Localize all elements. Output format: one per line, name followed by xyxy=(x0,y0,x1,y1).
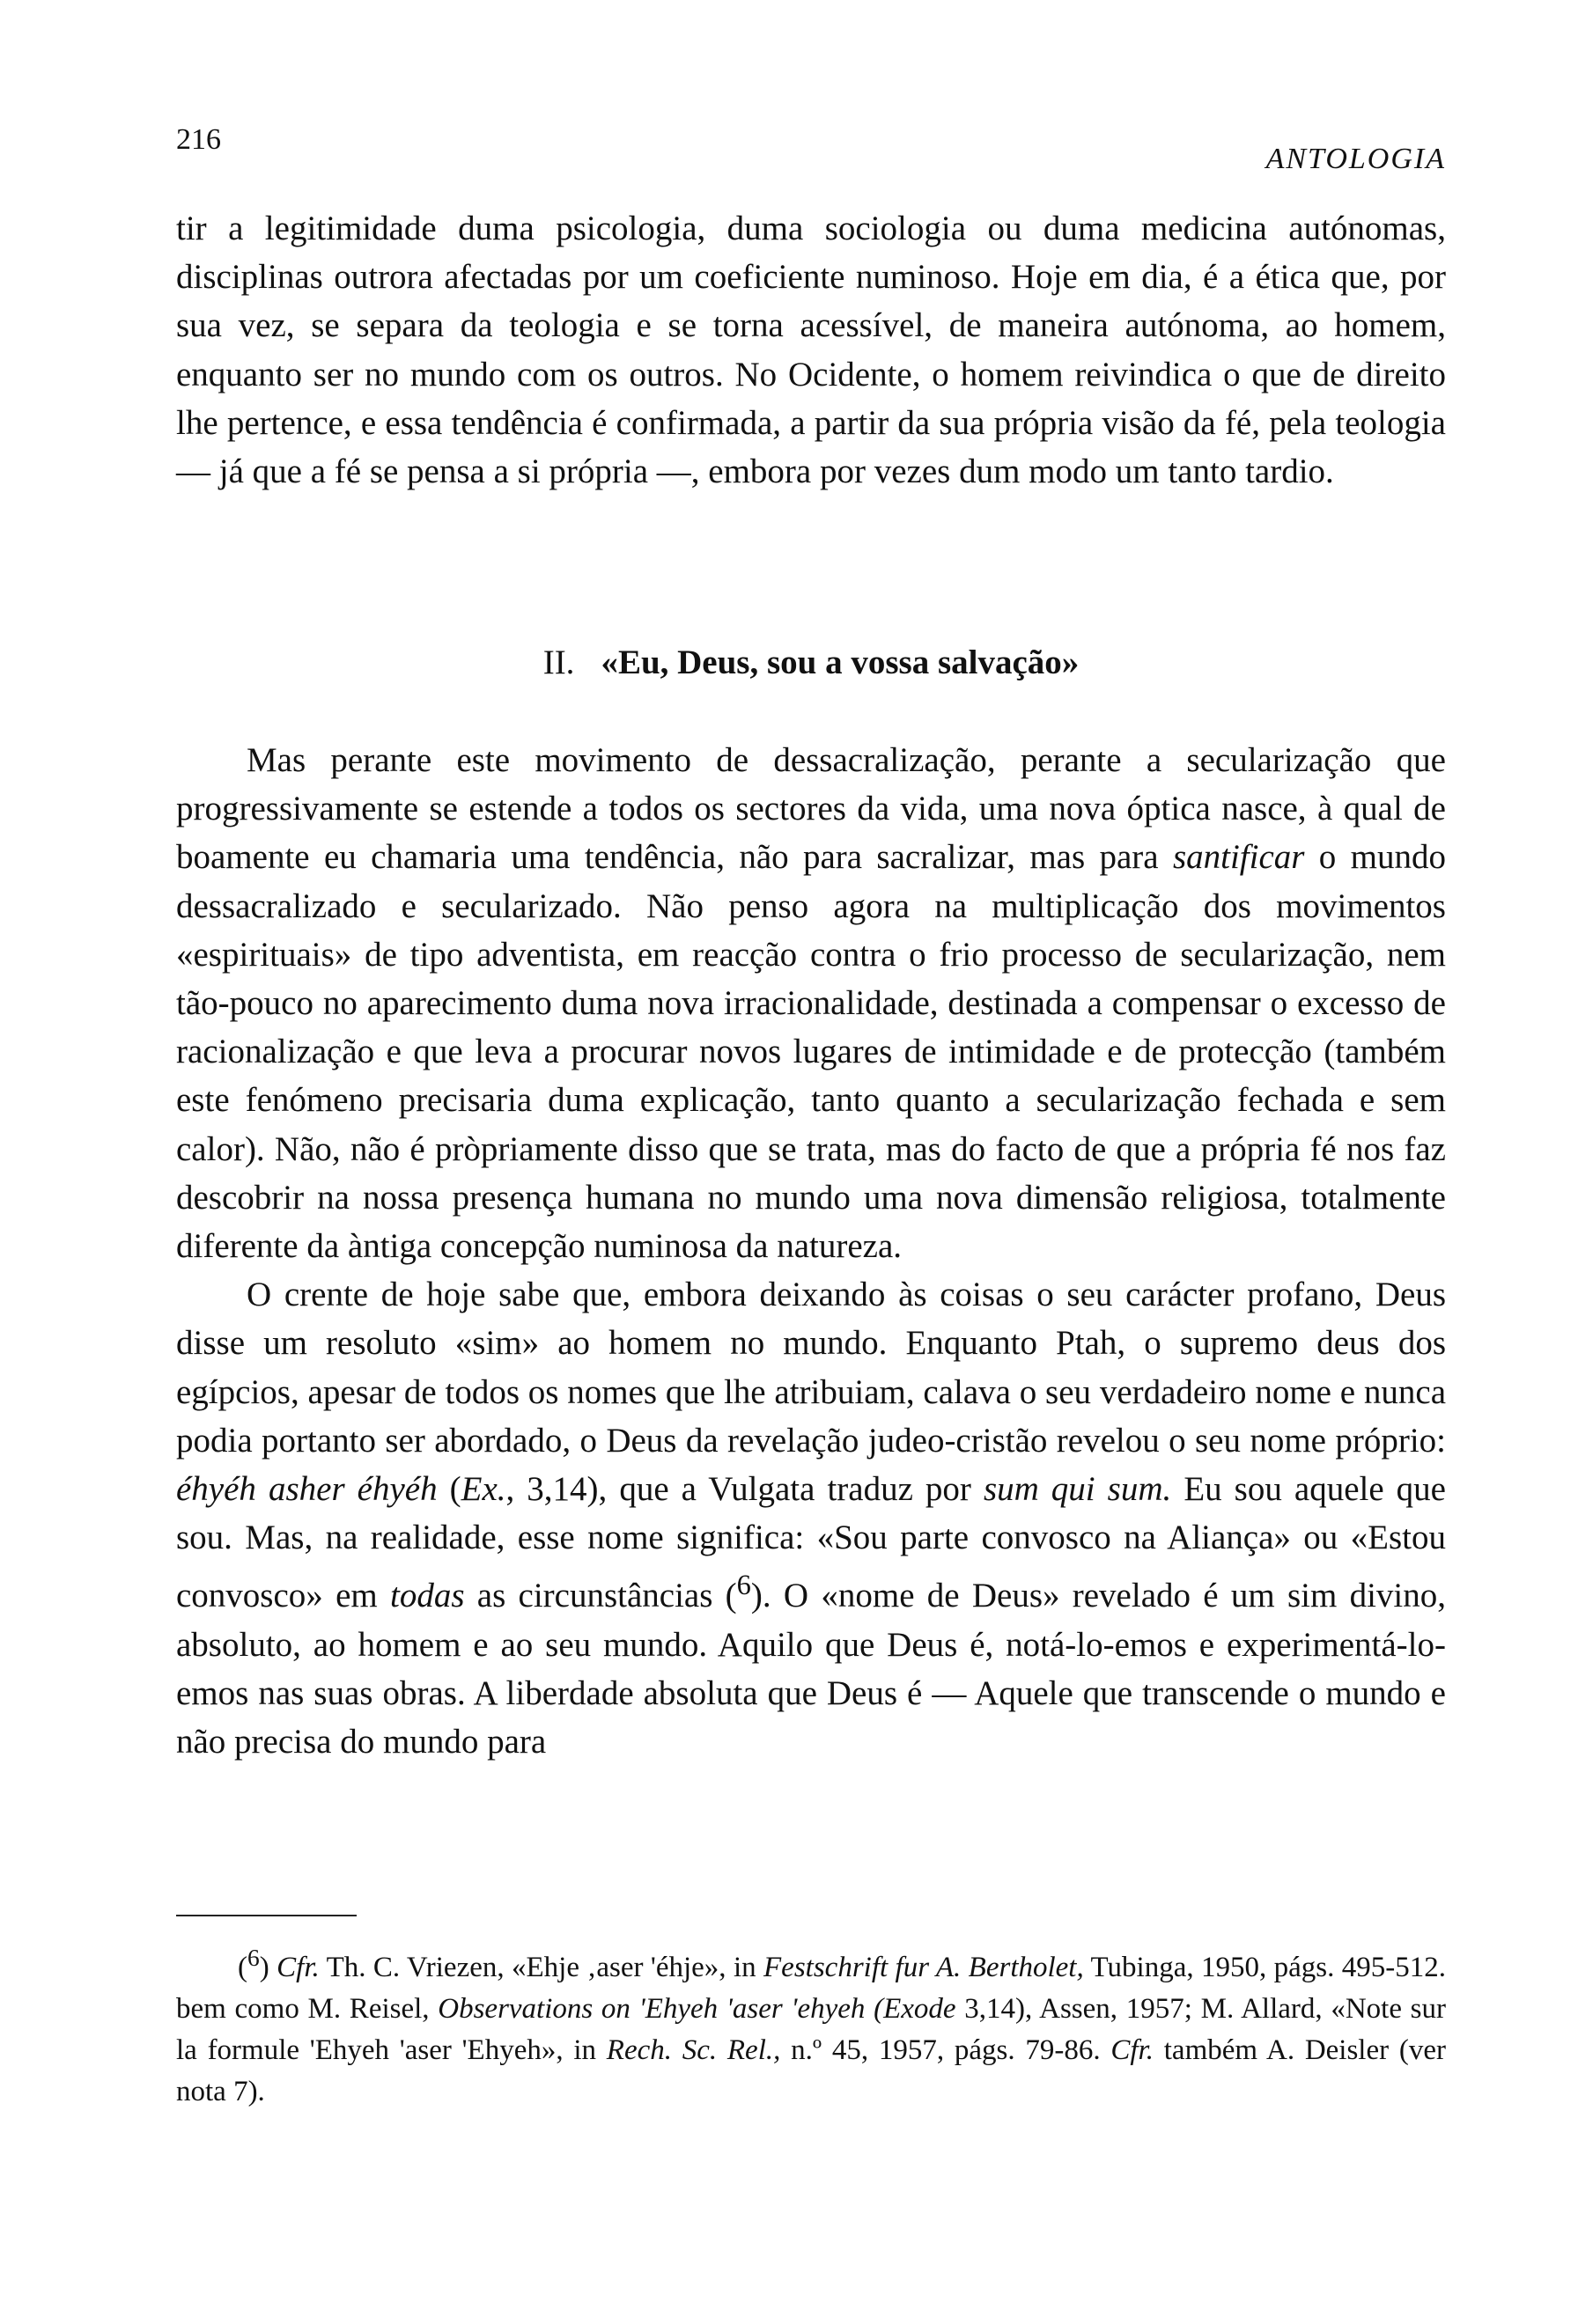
text-run: as circunstâncias ( xyxy=(464,1577,737,1615)
text-run: n.º 45, 1957, págs. 79-86. xyxy=(780,2034,1111,2066)
footnote-separator xyxy=(176,1915,357,1916)
italic-run: éhyéh asher éhyéh xyxy=(176,1470,438,1509)
text-run: , 3,14), que a Vulgata traduz por xyxy=(505,1470,984,1509)
italic-run: sum qui sum. xyxy=(983,1470,1172,1509)
text-run: Th. C. Vriezen, «Ehje ‚aser 'éhje», in xyxy=(319,1952,764,1983)
section-heading xyxy=(176,643,1446,682)
footnote-reference: 6 xyxy=(736,1570,751,1602)
text-run: Mas perante este movimento de dessacralização, perante a secularização que progressivamente se estende a todos os sectores da vida, uma nova óptica nasce, à qual de boamente eu chamaria uma tendência, não para sacralizar, mas para xyxy=(176,741,1446,877)
italic-run: Cfr. xyxy=(277,1952,320,1983)
page-number: 216 xyxy=(176,123,221,156)
italic-run: todas xyxy=(389,1577,465,1615)
page-header xyxy=(176,123,1446,176)
italic-run: Observations on 'Ehyeh 'aser 'ehyeh (Exode xyxy=(438,1993,956,2025)
italic-run: Rech. Sc. Rel., xyxy=(606,2034,781,2066)
body-text-main xyxy=(176,736,1446,1766)
text-run: Eu sou aquele que sou. Mas, na realidade, esse nome significa: «Sou parte convosco na Aliança» ou «Estou convosco» em xyxy=(176,1470,1446,1615)
body-text-top xyxy=(176,204,1446,496)
text-run: Tubinga, 1950, págs. 495-512. bem como M. Reisel, xyxy=(176,1952,1447,2025)
section-title: «Eu, Deus, sou a vossa salvação» xyxy=(601,644,1080,681)
paragraph xyxy=(176,1270,1446,1766)
italic-run: Cfr. xyxy=(1110,2034,1154,2066)
text-run: O crente de hoje sabe que, embora deixando às coisas o seu carácter profano, Deus disse um resoluto «sim» ao homem no mundo. Enquanto Ptah, o supremo deus dos egípcios, apesar de todos os nomes que lhe atribuiam, calava o seu verdadeiro nome e nunca podia portanto ser abordado, o Deus da revelação judeo-cristão revelou o seu nome próprio: xyxy=(176,1276,1446,1460)
footnote-marker: 6 xyxy=(247,1944,260,1971)
text-run: ( xyxy=(437,1470,461,1509)
paragraph-continuation: tir a legitimidade duma psicologia, duma sociologia ou duma medicina autónomas, disciplinas outrora afectadas por um coeficiente numinoso. Hoje em dia, é a ética que, por sua vez, se separa da teologia e se torna acessível, de maneira autónoma, ao homem, enquanto ser no mundo com os outros. No Ocidente, o homem reivindica o que de direito lhe pertence, e essa tendência é confirmada, a partir da sua própria visão da fé, pela teologia — já que a fé se pensa a si própria —, embora por vezes dum modo um tanto tardio. xyxy=(176,210,1446,491)
text-run: o mundo dessacralizado e secularizado. Não penso agora na multiplicação dos movimentos «espirituais» de tipo adventista, em reacção contra o frio processo de secularização, nem tão-pouco no aparecimento duma nova irracionalidade, destinada a compensar o excesso de racionalização e que leva a procurar novos lugares de intimidade e de protecção (também este fenómeno precisaria duma explicação, tanto quanto a secularização fechada e sem calor). Não, não é pròpriamente disso que se trata, mas do facto de que a própria fé nos faz descobrir na nossa presença humana no mundo uma nova dimensão religiosa, totalmente diferente da àntiga concepção numinosa da natureza. xyxy=(176,838,1446,1266)
text-run: 3,14), Assen, 1957; M. Allard, «Note sur la formule 'Ehyeh 'aser 'Ehyeh», in xyxy=(176,1993,1446,2066)
italic-run: Festschrift fur A. Bertholet, xyxy=(763,1952,1084,1983)
section-number: II. xyxy=(542,644,575,681)
italic-run: Ex. xyxy=(461,1470,506,1509)
running-head: ANTOLOGIA xyxy=(1265,143,1446,175)
italic-run: santificar xyxy=(1172,838,1305,877)
text-run: também A. Deisler (ver nota 7). xyxy=(176,2034,1446,2107)
paragraph xyxy=(176,736,1446,1270)
footnote: ($^6$) Cfr. Th. C. Vriezen, «Ehje ‚aser 'éhje», in Festschrift fur A. Bertholet, Tubinga, 1950, págs. 495-512. bem como M. Reisel, Observations on 'Ehyeh 'aser 'ehyeh (Exode 3,14), Assen, 1957; M. Allard, «Note sur la formule 'Ehyeh 'aser 'Ehyeh», in Rech. Sc. Rel., n.º 45, 1957, págs. 79-86. Cfr. também A. Deisler (ver nota 7). xyxy=(176,1944,1447,2107)
text-run: ). O «nome de Deus» revelado é um sim divino, absoluto, ao homem e ao seu mundo. Aquilo que Deus é, notá-lo-emos e experimentá-lo-emos nas suas obras. A liberdade absoluta que Deus é — Aquele que transcende o mundo e não precisa do mundo para xyxy=(176,1577,1446,1761)
